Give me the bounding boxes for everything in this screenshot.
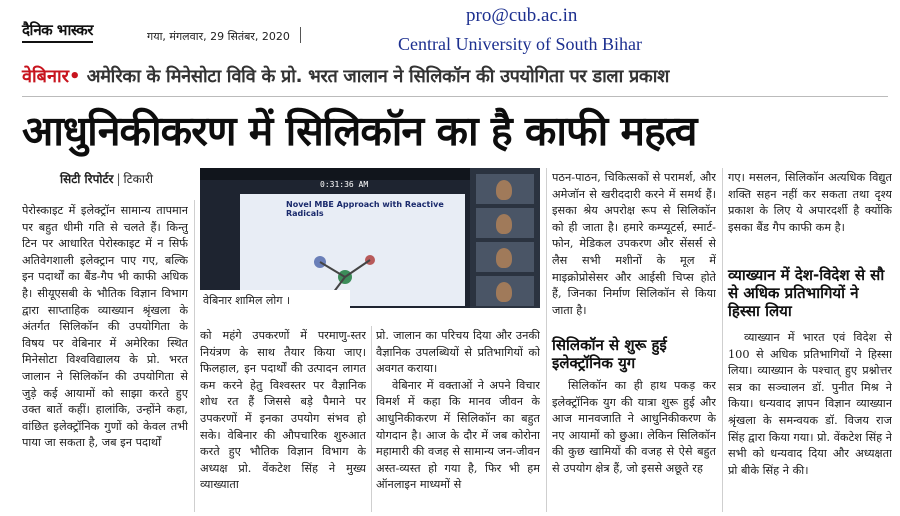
article-paragraph: वेबिनार में वक्ताओं ने अपने विचार विमर्श में कहा कि मानव जीवन के आधुनिकीकरण में सिलिकॉन का बहुत योगदान है। आज के दौर में जब कोरोना महामारी की वजह से सामान्य जन-जीवन अस्त-व्यस्त हो गया है, फिर भी हम ऑनलाइन माध्यमों से [376, 378, 540, 492]
column-divider [194, 200, 195, 512]
participant-face-icon [496, 282, 512, 302]
byline-divider: | [116, 172, 121, 186]
participant-face-icon [496, 248, 512, 268]
contact-email[interactable]: pro@cub.ac.in [466, 5, 578, 26]
byline-place: टिकारी [123, 172, 153, 186]
webinar-photo [200, 168, 540, 308]
article-column-4b [552, 378, 716, 513]
dateline: गया, मंगलवार, 29 सितंबर, 2020 [147, 30, 290, 43]
masthead [0, 0, 900, 62]
participant-thumbnail [476, 174, 534, 204]
video-topbar [200, 168, 470, 189]
kicker [22, 64, 892, 94]
newspaper-logo: दैनिक भास्कर [22, 21, 93, 39]
participant-thumbnail [476, 242, 534, 272]
article-paragraph: गए। मसलन, सिलिकॉन अत्यधिक विद्युत शक्ति सहन नहीं कर सकता तथा दृश्य प्रकाश के लिए ये अपारदर्शी है क्योंकि इसका बैंड गैप काफी कम है। [728, 171, 892, 234]
column-divider [722, 168, 723, 512]
kicker-label: वेबिनार [22, 66, 69, 87]
slide-title: Novel MBE Approach with Reactive Radicals [286, 200, 444, 218]
kicker-bullet: • [68, 66, 87, 87]
column-divider [371, 326, 372, 512]
participant-thumbnails [470, 168, 540, 308]
article-paragraph: पेरोस्काइट में इलेक्ट्रॉन सामान्य तापमान पर बहुत धीमी गति से चलते हैं। किन्तु टिन पर आधारित पेरोस्काइट में न सिर्फ अतिवेगशाली इलेक्ट्रान पाए गए, बल्कि इन पदार्थों का बैंड-गैप भी काफी अधिक है। सीयूएसबी के भौतिक विज्ञान विभाग द्वारा साप्ताहिक व्याख्यान श्रृंखला के अंतर्गत सिलिकॉन की उपयोगिता के विषय पर वेबिनार में अमेरिका स्थित मिनेसोटा विश्वविद्यालय के प्रो. भरत जालान ने सिलिकॉन की उपयोगिता से जुड़े कई आयामों को साझा करते हुए उक्त बातें कहीं। हालांकि, उन्होंने कहा, वांछित इलेक्ट्रॉनिक गुणों को केवल तभी पाया जा सकता है, जब इन पदार्थों [22, 204, 188, 450]
photo-caption: वेबिनार शामिल लोग । [200, 290, 350, 310]
article-column-1 [22, 203, 188, 513]
contact-organization: Central University of South Bihar [398, 34, 642, 54]
participant-thumbnail [476, 208, 534, 238]
article-paragraph: प्रो. जालान का परिचय दिया और उनकी वैज्ञानिक उपलब्धियों से प्रतिभागियों को अवगत कराया। [376, 329, 540, 376]
article-column-3 [376, 328, 540, 513]
byline-reporter: सिटी रिपोर्टर [60, 172, 114, 186]
kicker-text: अमेरिका के मिनेसोटा विवि के प्रो. भरत जालान ने सिलिकॉन की उपयोगिता पर डाला प्रकाश [86, 66, 670, 87]
article-column-2 [200, 328, 366, 513]
article-column-4 [552, 170, 716, 330]
subheading-silicon-era: सिलिकॉन से शुरू हुई इलेक्ट्रॉनिक युग [552, 336, 667, 372]
kicker-rule [22, 96, 888, 97]
article-paragraph: व्याख्यान में भारत एवं विदेश से 100 से अधिक प्रतिभागियों ने हिस्सा लिया। व्याख्यान के पश्चात् हुए प्रश्नोत्तर सत्र का सञ्चालन डॉ. पुनीत मिश्र ने किया। धन्यवाद ज्ञापन विज्ञान व्याख्यान श्रृंखला के समन्वयक डॉ. विजय राज सिंह द्वारा किया गया। प्रो. वेंकटेश सिंह ने सभी को धन्यवाद दिया और अध्यक्षता प्रो बीके सिंह ने की। [728, 331, 892, 477]
headline: आधुनिकीकरण में सिलिकॉन का है काफी महत्व [22, 107, 697, 155]
article-paragraph: को महंगे उपकरणों में परमाणु-स्तर नियंत्रण के साथ तैयार किया जाए। फिलहाल, इन पदार्थों की उत्पादन लागत कम करने हेतु विश्वस्तर पर वैज्ञानिक शोध रत हैं जिससे बड़े पैमाने पर उपकरणों में इनका उपयोग संभव हो सके। वेबिनार की औपचारिक शुरुआत करते हुए भौतिक विज्ञान विभाग के अध्यक्ष प्रो. वेंकटेश सिंह ने मुख्य व्याख्याता [200, 329, 366, 492]
article-paragraph: सिलिकॉन का ही हाथ पकड़ कर इलेक्ट्रॉनिक युग की यात्रा शुरू हुई और आज मानवजाति ने आधुनिकीकरण के नए आयामों को छुआ। लेकिन सिलिकॉन की कुछ खामियों की वजह से ऐसे बहुत से उपयोग क्षेत्र हैं, जो इससे अछूते रह [552, 379, 716, 475]
participant-face-icon [496, 214, 512, 234]
byline [60, 170, 153, 187]
column-divider [546, 168, 547, 512]
video-timer: 0:31:36 AM [320, 180, 369, 189]
participant-face-icon [496, 180, 512, 200]
article-paragraph: पठन-पाठन, चिकित्सकों से परामर्श, और अमेजॉन से खरीददारी करने में समर्थ हैं। इसका श्रेय अपरोक्ष रूप से सिलिकॉन को ही जाता है। हमारे कम्प्यूटर्स, स्मार्ट-फोन, मेडिकल उपकरण और सेंसर्स से लैस सभी मशीनों के मूल में माइक्रोप्रोसेसर और आईसी चिप्स होते हैं, जिनका निर्माण सिलिकॉन से किया जाता है। [552, 171, 716, 317]
article-column-5b [728, 330, 892, 513]
subheading-participants: व्याख्यान में देश-विदेश से सौ से अधिक प्रतिभागियों ने हिस्सा लिया [728, 266, 885, 320]
article-column-5 [728, 170, 892, 262]
dateline-divider [300, 27, 301, 43]
participant-thumbnail [476, 276, 534, 306]
